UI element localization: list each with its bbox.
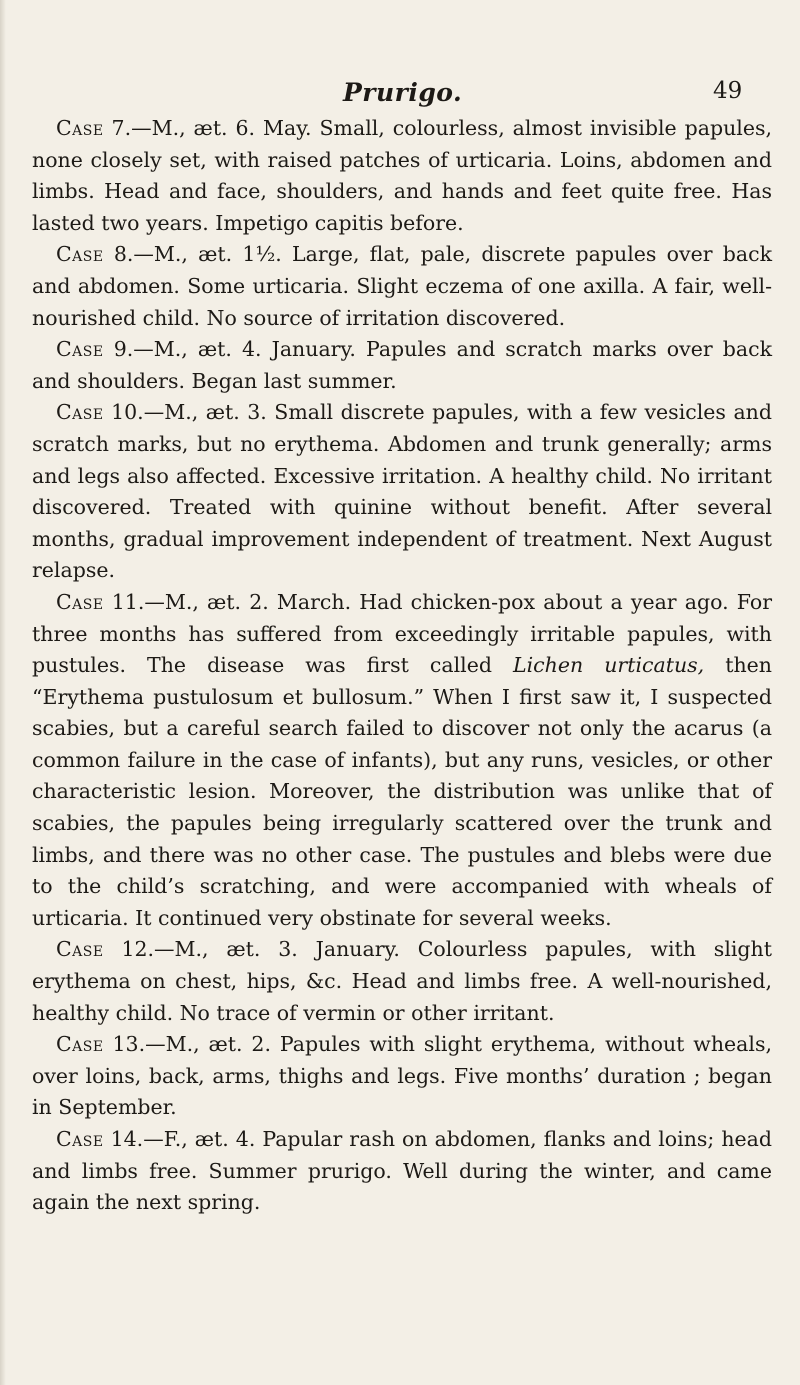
- case-label: Case: [56, 589, 104, 614]
- case-label: Case: [56, 1127, 104, 1151]
- case-10-paragraph: [32, 397, 772, 587]
- page-number: 49: [713, 78, 743, 104]
- case-label: Case: [56, 242, 104, 267]
- case-7-paragraph: [32, 113, 772, 239]
- case-label: Case: [56, 1032, 104, 1057]
- page-edge-shadow: [0, 0, 6, 1385]
- case-text-italic: Lichen urticatus,: [513, 653, 705, 678]
- case-text: 13.—M., æt. 2. Papules with slight erythema, without wheals, over loins, back, arms, thighs and legs. Five months’ duration ; began in September.: [32, 1032, 772, 1120]
- case-text: 7.—M., æt. 6. May. Small, colourless, almost invisible papules, none closely set, with raised patches of urticaria. Loins, abdomen and limbs. Head and face, shoulders, and hands and feet quite free. Has lasted two years. Impetigo capitis before.: [32, 116, 772, 235]
- case-label: Case: [56, 337, 104, 362]
- case-text: 12.—M., æt. 3. January. Colourless papules, with slight erythema on chest, hips, &c. Head and limbs free. A well-nourished, healthy child. No trace of vermin or other irritant.: [32, 937, 772, 1025]
- case-text: 11.—M., æt. 2. March. Had chicken-pox about a year ago. For three months has suffered from exceedingly irritable papules, with pustules. The disease was first called: [32, 589, 772, 678]
- case-8-paragraph: [32, 239, 772, 334]
- case-12-paragraph: [32, 934, 772, 1029]
- case-9-paragraph: [32, 334, 772, 397]
- case-label: Case: [56, 400, 104, 425]
- case-text: 10.—M., æt. 3. Small discrete papules, with a few vesicles and scratch marks, but no erythema. Abdomen and trunk generally; arms and legs also affected. Excessive irritation. A healthy child. No irritant discovered. Treated with quinine without benefit. After several months, gradual improvement independent of treatment. Next August relapse.: [32, 400, 772, 583]
- page-header: [0, 78, 800, 118]
- case-label: Case: [56, 937, 104, 962]
- case-11-paragraph: [32, 587, 772, 935]
- body-text: [32, 113, 772, 1219]
- case-text: then “Erythema pustulosum et bullosum.” When I first saw it, I suspected scabies, but a careful search failed to discover not only the acarus (a common failure in the case of infants), but any runs, vesicles, or other characteristic lesion. Moreover, the distribution was unlike that of scabies, the papules being irregularly scattered over the trunk and limbs, and there was no other case. The pustules and blebs were due to the child’s scratching, and were accompanied with wheals of urticaria. It continued very obstinate for several weeks.: [32, 653, 773, 930]
- case-13-paragraph: [32, 1029, 772, 1124]
- case-14-paragraph: [32, 1124, 772, 1219]
- running-title: Prurigo.: [343, 78, 463, 107]
- case-text: 9.—M., æt. 4. January. Papules and scratch marks over back and shoulders. Began last summer.: [32, 337, 772, 393]
- case-text: 8.—M., æt. 1½. Large, flat, pale, discrete papules over back and abdomen. Some urticaria. Slight eczema of one axilla. A fair, well-nourished child. No source of irritation discovered.: [32, 242, 772, 330]
- case-text: 14.—F., æt. 4. Papular rash on abdomen, flanks and loins; head and limbs free. Summer prurigo. Well during the winter, and came again the next spring.: [32, 1127, 772, 1215]
- case-label: Case: [56, 116, 104, 140]
